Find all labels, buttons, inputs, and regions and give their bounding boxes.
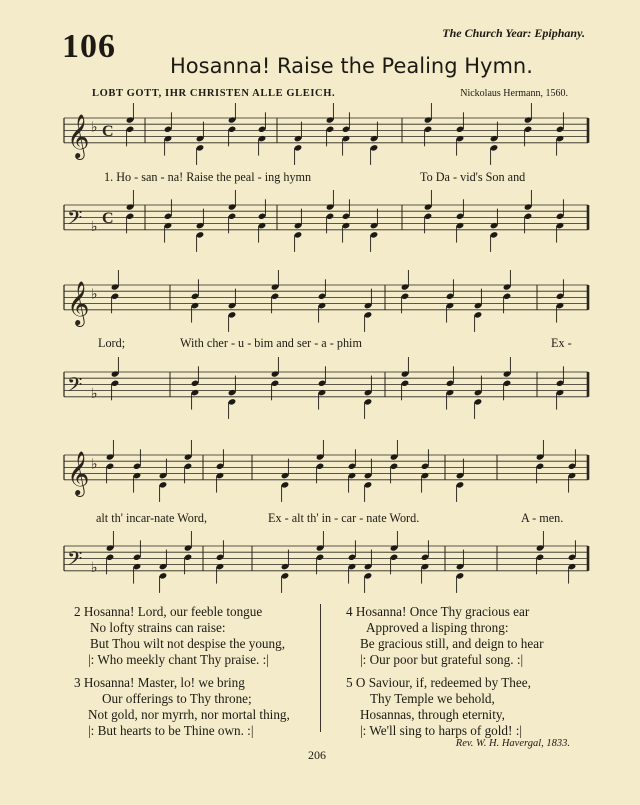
lyric-line-3c: A - men.	[521, 511, 564, 525]
text-attribution: Rev. W. H. Havergal, 1833.	[455, 738, 570, 749]
verse-line: 2 Hosanna! Lord, our feeble tongue	[74, 604, 263, 619]
hymn-number: 106	[62, 28, 116, 65]
column-divider	[320, 604, 321, 732]
treble-clef: 𝄞	[67, 452, 90, 495]
verse-line: Approved a lisping throng:	[366, 620, 509, 635]
verse-2	[74, 604, 285, 668]
time-signature: C	[102, 122, 114, 140]
verse-line: 3 Hosanna! Master, lo! we bring	[74, 675, 245, 690]
hymn-title: Hosanna! Raise the Pealing Hymn.	[170, 54, 533, 78]
tune-name: LOBT GOTT, IHR CHRISTEN ALLE GLEICH.	[92, 88, 336, 99]
verse-line: |: Our poor but grateful song. :|	[360, 652, 524, 667]
page-number: 206	[308, 748, 326, 762]
verse-line: But Thou wilt not despise the young,	[90, 636, 285, 651]
verse-5	[346, 675, 531, 739]
section-header: The Church Year: Epiphany.	[442, 26, 585, 40]
lyric-line-3b: Ex - alt th' in - car - nate Word.	[268, 511, 420, 525]
verse-line: |: We'll sing to harps of gold! :|	[360, 723, 523, 738]
verse-line: 4 Hosanna! Once Thy gracious ear	[346, 604, 530, 619]
bass-clef: 𝄢	[67, 548, 83, 575]
treble-clef: 𝄞	[67, 282, 90, 325]
lyric-line-1b: To Da - vid's Son and	[420, 170, 526, 184]
verse-line: 5 O Saviour, if, redeemed by Thee,	[346, 675, 531, 690]
lyric-line-2c: Ex -	[551, 336, 572, 350]
lyric-line-2b: With cher - u - bim and ser - a - phim	[180, 336, 362, 350]
lyric-line-1a: 1. Ho - san - na! Raise the peal - ing hymn	[104, 170, 312, 184]
lyric-line-3a: alt th' incar-nate Word,	[96, 511, 208, 525]
verse-line: Hosannas, through eternity,	[360, 707, 505, 722]
key-signature-flat: ♭	[91, 287, 98, 303]
time-signature: C	[102, 209, 114, 227]
composer-credit: Nickolaus Hermann, 1560.	[460, 88, 568, 99]
bass-clef: 𝄢	[67, 374, 83, 401]
verse-line: Not gold, nor myrrh, nor mortal thing,	[88, 707, 290, 722]
verse-line: Thy Temple we behold,	[370, 691, 495, 706]
bass-clef: 𝄢	[67, 207, 83, 234]
verse-line: Our offerings to Thy throne;	[102, 691, 252, 706]
key-signature-flat: ♭	[91, 220, 98, 236]
verse-line: Be gracious still, and deign to hear	[360, 636, 544, 651]
verse-line: No lofty strains can raise:	[90, 620, 226, 635]
treble-clef: 𝄞	[67, 115, 90, 158]
verse-3	[74, 675, 290, 739]
key-signature-flat: ♭	[91, 561, 98, 577]
verse-4	[346, 604, 543, 668]
verse-line: |: But hearts to be Thine own. :|	[88, 723, 254, 738]
lyric-line-2a: Lord;	[98, 336, 126, 350]
key-signature-flat: ♭	[91, 120, 98, 136]
verse-line: |: Who meekly chant Thy praise. :|	[88, 652, 269, 667]
key-signature-flat: ♭	[91, 387, 98, 403]
key-signature-flat: ♭	[91, 457, 98, 473]
